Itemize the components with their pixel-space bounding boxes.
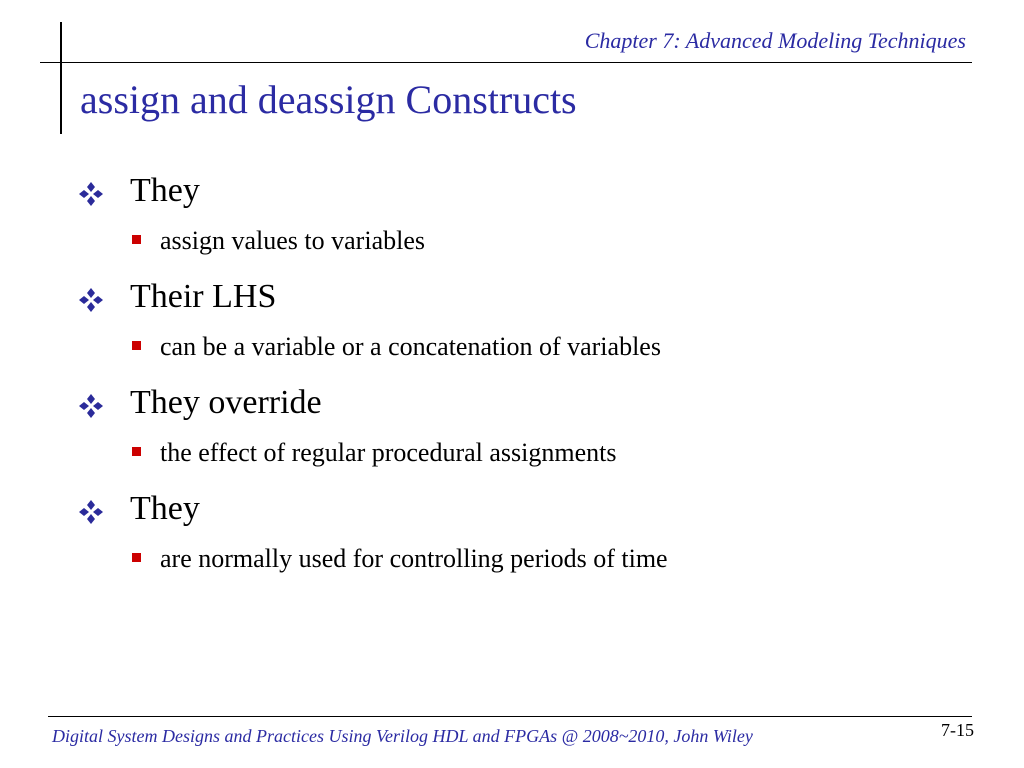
four-diamond-bullet-icon [78, 287, 104, 313]
bullet-item [0, 172, 1024, 226]
sub-bullet-text: are normally used for controlling periods of time [160, 544, 668, 573]
page-number: 7-15 [941, 720, 974, 740]
slide-content [0, 172, 1024, 596]
square-bullet-icon [132, 341, 141, 350]
sub-bullet-item [0, 332, 1024, 384]
sub-bullet-text: the effect of regular procedural assignments [160, 438, 617, 467]
four-diamond-bullet-icon [78, 181, 104, 207]
header-vertical-rule [60, 22, 62, 134]
chapter-title: Chapter 7: Advanced Modeling Techniques [584, 28, 966, 53]
footer-credit: Digital System Designs and Practices Using Verilog HDL and FPGAs @ 2008~2010, John Wiley [52, 726, 753, 746]
bullet-text: They override [130, 384, 322, 421]
bullet-item [0, 278, 1024, 332]
footer-rule [48, 716, 972, 717]
square-bullet-icon [132, 447, 141, 456]
bullet-text: They [130, 490, 200, 527]
sub-bullet-item [0, 544, 1024, 596]
bullet-text: Their LHS [130, 278, 277, 315]
bullet-item [0, 490, 1024, 544]
sub-bullet-text: assign values to variables [160, 226, 425, 255]
sub-bullet-text: can be a variable or a concatenation of variables [160, 332, 661, 361]
sub-bullet-item [0, 438, 1024, 490]
bullet-text: They [130, 172, 200, 209]
bullet-item [0, 384, 1024, 438]
four-diamond-bullet-icon [78, 499, 104, 525]
square-bullet-icon [132, 553, 141, 562]
square-bullet-icon [132, 235, 141, 244]
sub-bullet-item [0, 226, 1024, 278]
four-diamond-bullet-icon [78, 393, 104, 419]
header-horizontal-rule [40, 62, 972, 63]
slide-title: assign and deassign Constructs [80, 77, 577, 122]
